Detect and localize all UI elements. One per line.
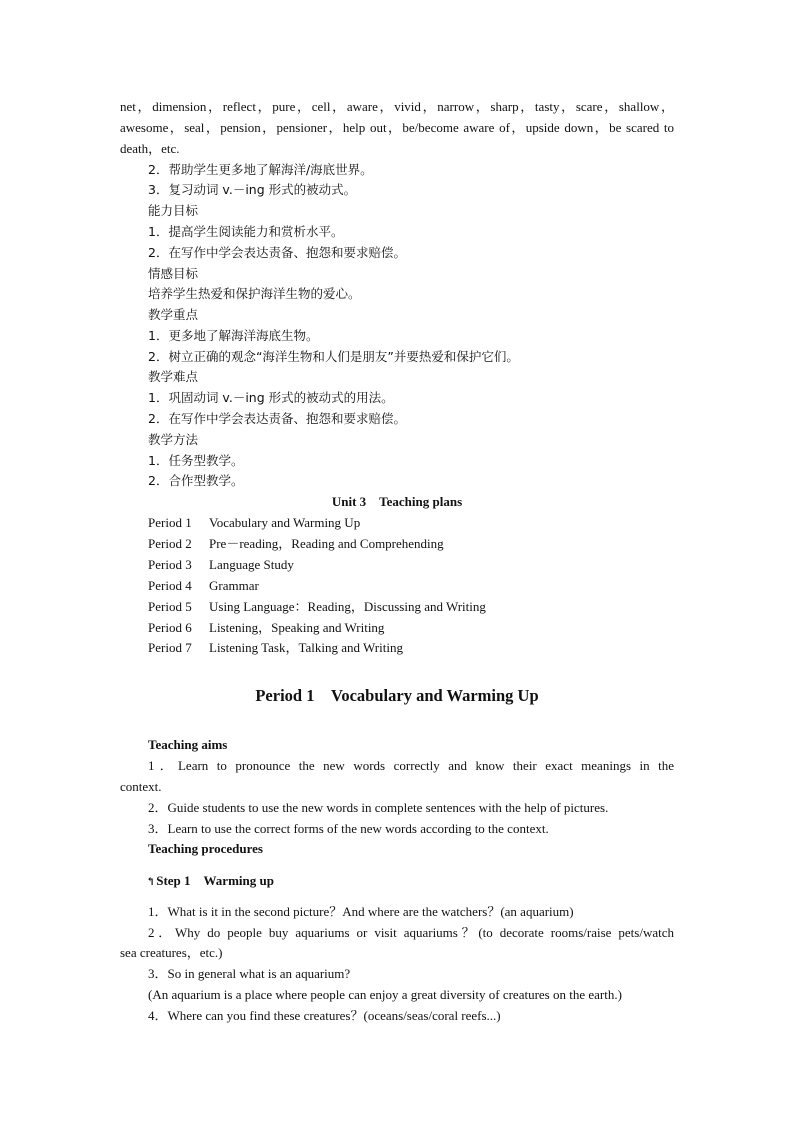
period-text: Using Language：Reading，Discussing and Writing — [209, 599, 486, 614]
period-row-1 — [148, 515, 360, 531]
method-2: 2．合作型教学。 — [148, 473, 244, 488]
period-row-2 — [148, 536, 444, 552]
period1-title: Period 1 Vocabulary and Warming Up — [255, 686, 539, 705]
step1-label: Step 1 Warming up — [156, 873, 274, 888]
period-label: Period 6 — [148, 620, 192, 635]
step-marker-icon: ↰ — [146, 876, 156, 888]
period-row-7 — [148, 640, 403, 656]
ability-goal-2: 2．在写作中学会表达责备、抱怨和要求赔偿。 — [148, 245, 406, 260]
teaching-procedures-label: Teaching procedures — [148, 841, 263, 856]
period-label: Period 4 — [148, 578, 192, 593]
emotion-goal-1: 培养学生热爱和保护海洋生物的爱心。 — [148, 286, 361, 301]
aim-3: 3．Learn to use the correct forms of the new words according to the context. — [148, 821, 549, 836]
period-text: Listening Task，Talking and Writing — [209, 640, 403, 655]
period-text: Vocabulary and Warming Up — [209, 515, 361, 530]
methods-label: 教学方法 — [148, 432, 199, 447]
method-1: 1．任务型教学。 — [148, 453, 244, 468]
aim-1-line-1: 1．Learn to pronounce the new words correctly and know their exact meanings in the — [148, 758, 674, 773]
aim-1-line-2: context. — [120, 779, 162, 794]
step1-heading — [146, 873, 274, 890]
period-label: Period 3 — [148, 557, 192, 572]
objective-3: 3．复习动词 v.－ing 形式的被动式。 — [148, 182, 357, 197]
question-1: 1．What is it in the second picture？And where are the watchers？(an aquarium) — [148, 904, 574, 919]
vocab-line-3: death，etc. — [120, 141, 180, 156]
vocab-line-2: awesome，seal，pension，pensioner，help out，be/become aware of，upside down，be scared to — [120, 120, 674, 135]
question-2-line-1: 2．Why do people buy aquariums or visit aquariums？(to decorate rooms/raise pets/watch — [148, 925, 674, 940]
period-label: Period 5 — [148, 599, 192, 614]
teaching-aims-label: Teaching aims — [148, 737, 228, 752]
period-text: Pre－reading，Reading and Comprehending — [209, 536, 444, 551]
key-point-2: 2．树立正确的观念“海洋生物和人们是朋友”并要热爱和保护它们。 — [148, 349, 519, 364]
ability-goal-1: 1．提高学生阅读能力和赏析水平。 — [148, 224, 344, 239]
period-text: Grammar — [209, 578, 259, 593]
period-row-3 — [148, 557, 294, 573]
period-row-6 — [148, 620, 384, 636]
vocab-line-1: net，dimension，reflect，pure，cell，aware，vivid，narrow，sharp，tasty，scare，shallow， — [120, 99, 674, 114]
question-3: 3．So in general what is an aquarium? — [148, 966, 351, 981]
period-label: Period 2 — [148, 536, 192, 551]
ability-goals-label: 能力目标 — [148, 203, 199, 218]
question-3-answer: (An aquarium is a place where people can enjoy a great diversity of creatures on the earth.) — [148, 987, 622, 1002]
period-text: Listening，Speaking and Writing — [209, 620, 385, 635]
period-label: Period 1 — [148, 515, 192, 530]
period-row-4 — [148, 578, 259, 594]
difficulty-1: 1．巩固动词 v.－ing 形式的被动式的用法。 — [148, 390, 394, 405]
question-2-line-2: sea creatures，etc.) — [120, 945, 223, 960]
difficulties-label: 教学难点 — [148, 369, 199, 384]
key-point-1: 1．更多地了解海洋海底生物。 — [148, 328, 319, 343]
key-points-label: 教学重点 — [148, 307, 199, 322]
period-label: Period 7 — [148, 640, 192, 655]
objective-2: 2．帮助学生更多地了解海洋/海底世界。 — [148, 162, 373, 177]
difficulty-2: 2．在写作中学会表达责备、抱怨和要求赔偿。 — [148, 411, 406, 426]
aim-2: 2．Guide students to use the new words in complete sentences with the help of pictures. — [148, 800, 609, 815]
emotion-goals-label: 情感目标 — [148, 266, 199, 281]
question-4: 4．Where can you find these creatures？(oceans/seas/coral reefs...) — [148, 1008, 501, 1023]
period-row-5 — [148, 599, 486, 615]
period-text: Language Study — [209, 557, 294, 572]
unit-title: Unit 3 Teaching plans — [331, 494, 463, 509]
